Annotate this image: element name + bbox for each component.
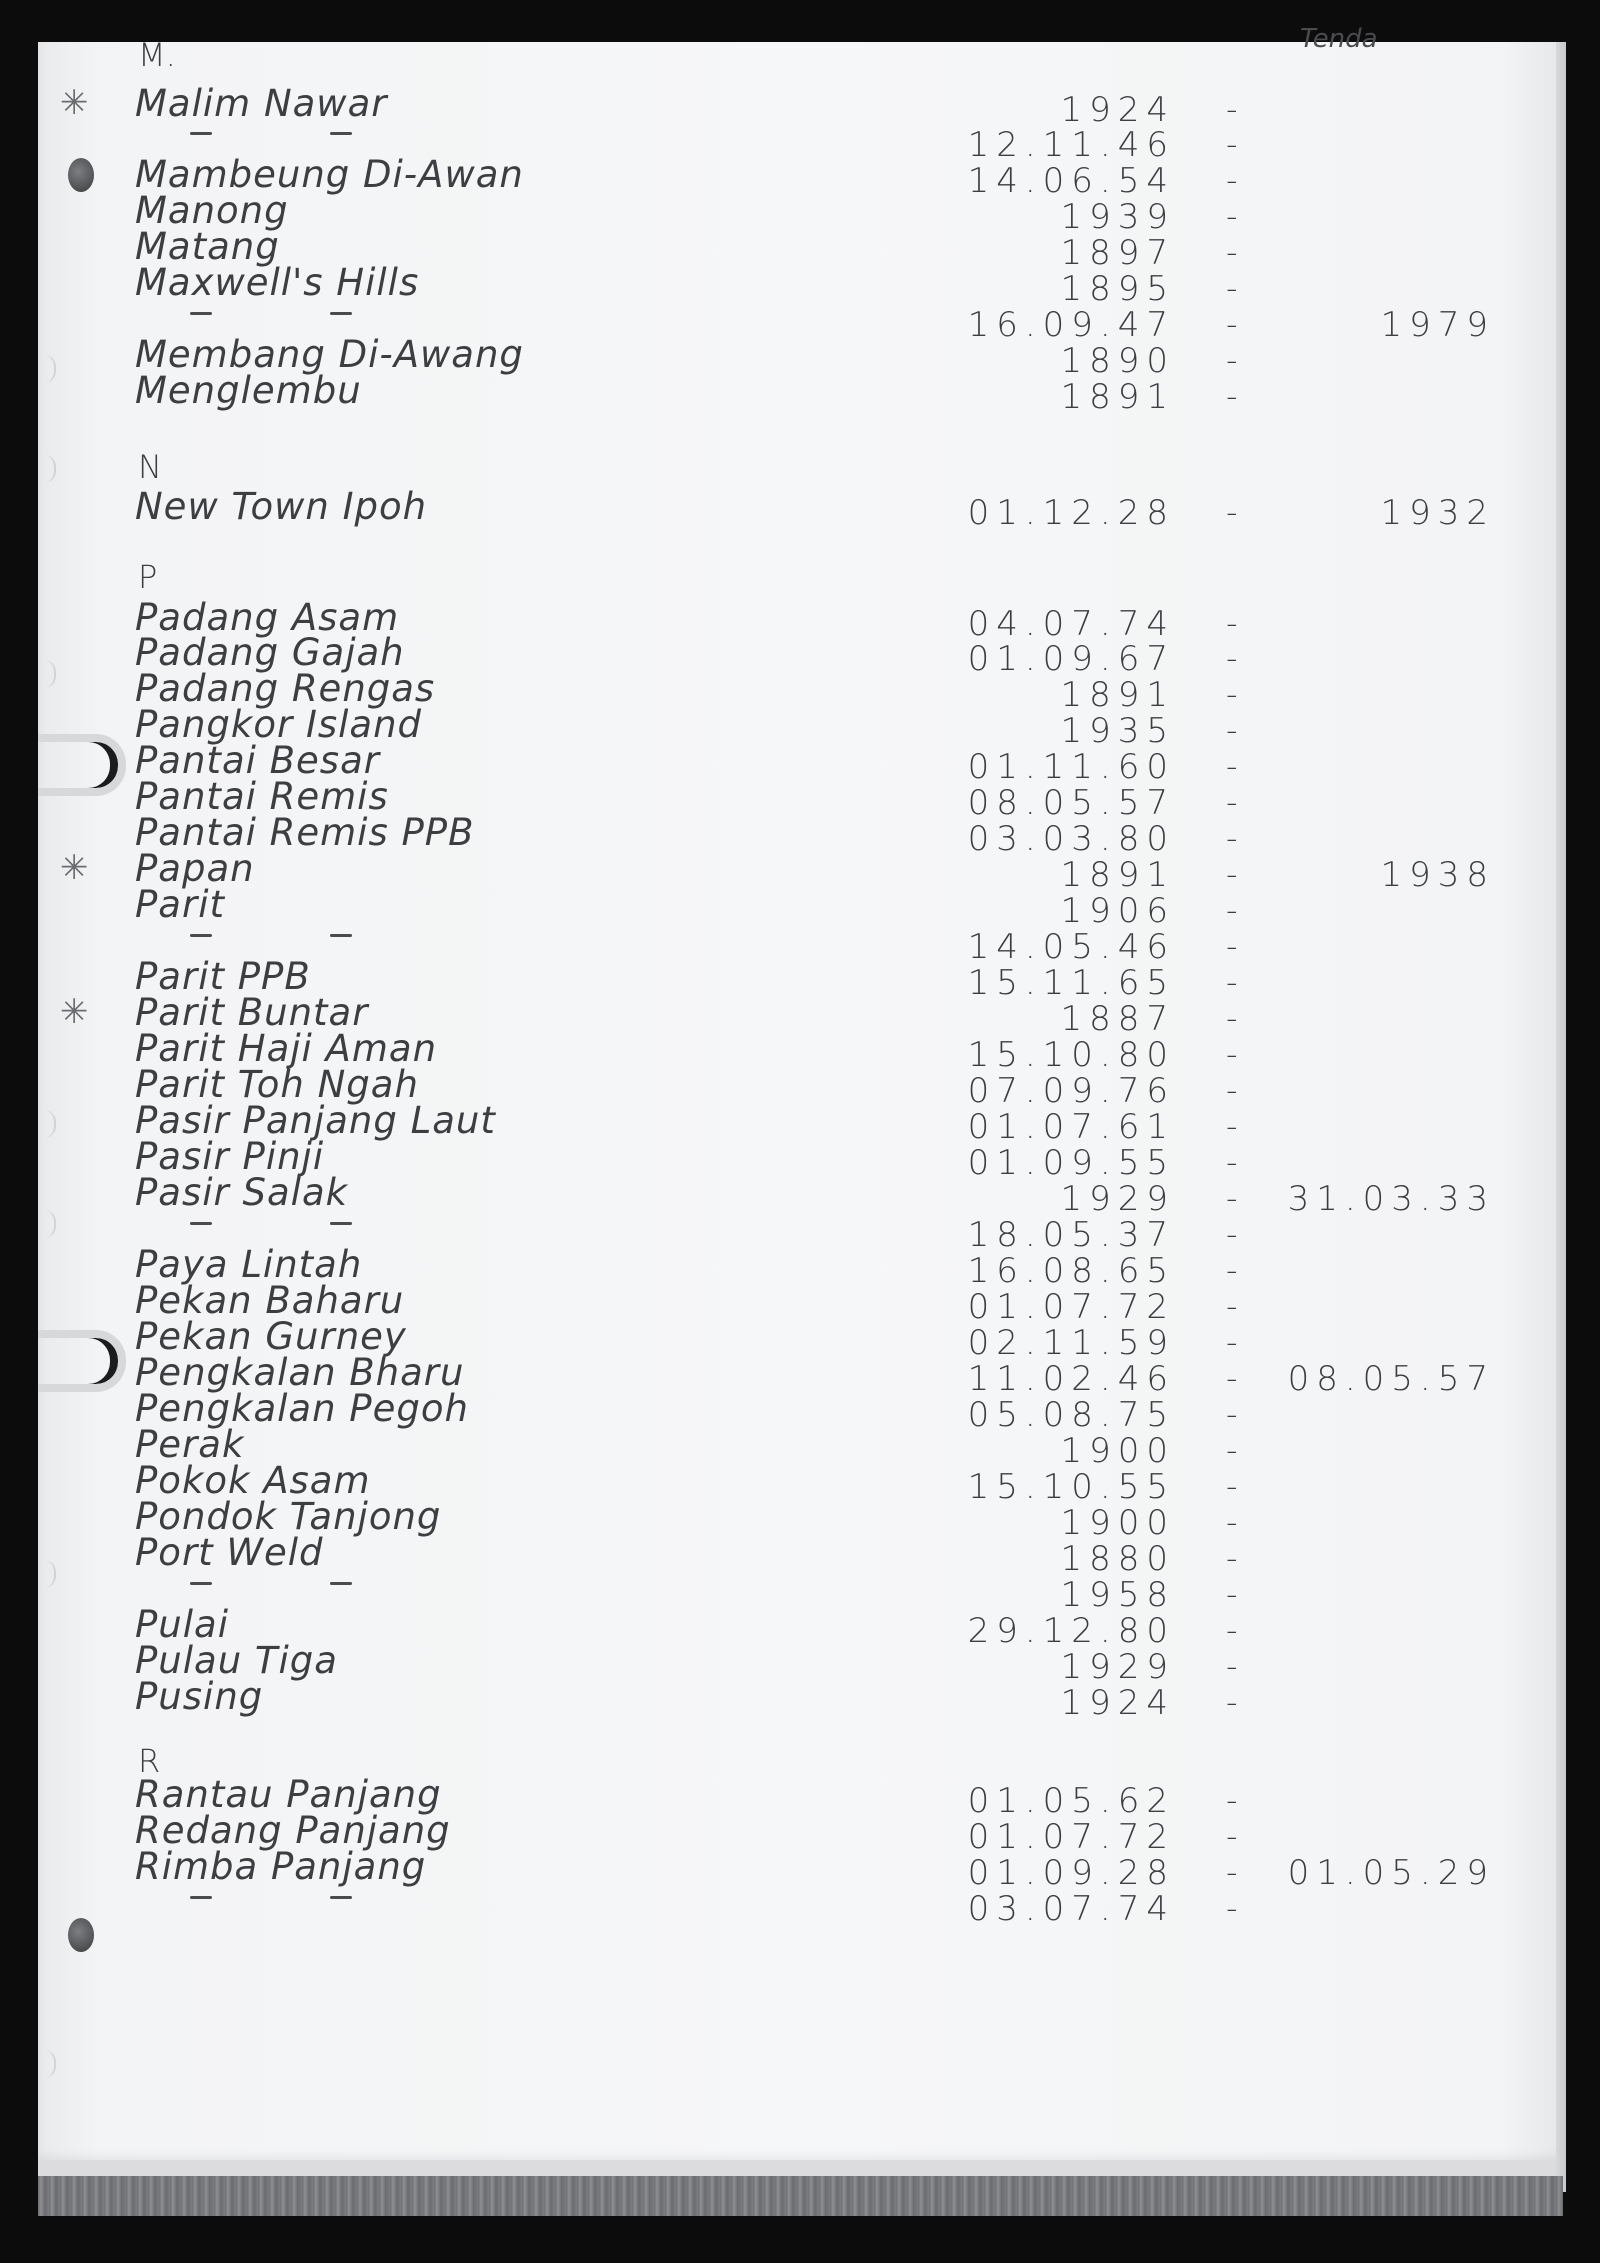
office-name: Maxwell's Hills [135, 261, 420, 304]
ditto-mark [330, 1896, 352, 1899]
office-name: Parit [135, 883, 225, 926]
ditto-mark [190, 934, 212, 937]
range-dash: - [1226, 161, 1238, 199]
closing-date: 08.05.57 [1287, 1359, 1495, 1399]
range-dash: - [1226, 999, 1238, 1037]
asterisk-mark: ✳ [60, 992, 89, 1032]
office-name: Rantau Panjang [135, 1773, 442, 1816]
office-name: Pengkalan Pegoh [135, 1387, 469, 1430]
section-letter: N [138, 448, 162, 486]
range-dash: - [1226, 1889, 1238, 1927]
opening-date: 1897 [1060, 233, 1175, 273]
ditto-mark [330, 1582, 352, 1585]
range-dash: - [1226, 1503, 1238, 1541]
office-name: Perak [135, 1423, 245, 1466]
office-name: Papan [135, 847, 255, 890]
opening-date: 05.08.75 [967, 1395, 1175, 1435]
office-name: Pantai Besar [135, 739, 380, 782]
opening-date: 01.05.62 [967, 1781, 1175, 1821]
range-dash: - [1226, 269, 1238, 307]
office-name: Pulai [135, 1603, 229, 1646]
office-name: Padang Asam [135, 596, 400, 639]
office-name: Parit Haji Aman [135, 1027, 438, 1070]
opening-date: 16.08.65 [967, 1251, 1175, 1291]
opening-date: 02.11.59 [967, 1323, 1175, 1363]
range-dash: - [1226, 1287, 1238, 1325]
opening-date: 1891 [1060, 675, 1175, 715]
punch-hole [68, 158, 94, 192]
opening-date: 14.06.54 [967, 161, 1175, 201]
range-dash: - [1226, 1179, 1238, 1217]
range-dash: - [1226, 1215, 1238, 1253]
opening-date: 01.09.55 [967, 1143, 1175, 1183]
opening-date: 12.11.46 [967, 125, 1175, 165]
ditto-mark [190, 1896, 212, 1899]
range-dash: - [1226, 1107, 1238, 1145]
opening-date: 1929 [1060, 1647, 1175, 1687]
office-name: New Town Ipoh [135, 485, 428, 528]
office-name: Parit PPB [135, 955, 311, 998]
opening-date: 01.09.67 [967, 639, 1175, 679]
opening-date: 1880 [1060, 1539, 1175, 1579]
office-name: Menglembu [135, 369, 362, 412]
opening-date: 1900 [1060, 1431, 1175, 1471]
range-dash: - [1226, 1575, 1238, 1613]
ditto-mark [190, 132, 212, 135]
opening-date: 14.05.46 [967, 927, 1175, 967]
punch-hole [68, 1918, 94, 1952]
opening-date: 15.11.65 [967, 963, 1175, 1003]
office-name: Pulau Tiga [135, 1639, 338, 1682]
opening-date: 1900 [1060, 1503, 1175, 1543]
range-dash: - [1226, 1647, 1238, 1685]
opening-date: 16.09.47 [967, 305, 1175, 345]
office-name: Pusing [135, 1675, 264, 1718]
opening-date: 15.10.80 [967, 1035, 1175, 1075]
ditto-mark [190, 312, 212, 315]
range-dash: - [1226, 927, 1238, 965]
range-dash: - [1226, 1359, 1238, 1397]
opening-date: 1890 [1060, 341, 1175, 381]
range-dash: - [1226, 493, 1238, 531]
range-dash: - [1226, 1611, 1238, 1649]
opening-date: 01.12.28 [967, 493, 1175, 533]
opening-date: 1929 [1060, 1179, 1175, 1219]
office-name: Pantai Remis [135, 775, 389, 818]
asterisk-mark: ✳ [60, 83, 89, 123]
opening-date: 1887 [1060, 999, 1175, 1039]
binder-ring [38, 734, 126, 796]
ditto-mark [330, 934, 352, 937]
closing-date: 01.05.29 [1287, 1853, 1495, 1893]
office-name: Pondok Tanjong [135, 1495, 442, 1538]
office-name: Padang Rengas [135, 667, 436, 710]
range-dash: - [1226, 783, 1238, 821]
office-name: Pekan Baharu [135, 1279, 405, 1322]
opening-date: 1895 [1060, 269, 1175, 309]
range-dash: - [1226, 1143, 1238, 1181]
opening-date: 1924 [1060, 1683, 1175, 1723]
opening-date: 1935 [1060, 711, 1175, 751]
ditto-mark [330, 312, 352, 315]
range-dash: - [1226, 1683, 1238, 1721]
range-dash: - [1226, 1035, 1238, 1073]
range-dash: - [1226, 747, 1238, 785]
corner-note: Tenda [1300, 24, 1378, 50]
binder-bottom-band [38, 2176, 1563, 2216]
closing-date: 1932 [1380, 493, 1495, 533]
range-dash: - [1226, 1323, 1238, 1361]
office-name: Pantai Remis PPB [135, 811, 475, 854]
range-dash: - [1226, 305, 1238, 343]
opening-date: 1958 [1060, 1575, 1175, 1615]
office-name: Redang Panjang [135, 1809, 451, 1852]
office-name: Pekan Gurney [135, 1315, 407, 1358]
range-dash: - [1226, 891, 1238, 929]
ditto-mark [330, 132, 352, 135]
binder-ring [38, 1330, 126, 1392]
office-name: Parit Toh Ngah [135, 1063, 419, 1106]
opening-date: 29.12.80 [967, 1611, 1175, 1651]
opening-date: 1891 [1060, 855, 1175, 895]
range-dash: - [1226, 377, 1238, 415]
office-name: Rimba Panjang [135, 1845, 427, 1888]
range-dash: - [1226, 855, 1238, 893]
range-dash: - [1226, 1431, 1238, 1469]
office-name: Pasir Pinji [135, 1135, 325, 1178]
office-name: Pasir Salak [135, 1171, 349, 1214]
range-dash: - [1226, 963, 1238, 1001]
range-dash: - [1226, 1539, 1238, 1577]
office-name: Parit Buntar [135, 991, 369, 1034]
office-name: Pokok Asam [135, 1459, 371, 1502]
opening-date: 15.10.55 [967, 1467, 1175, 1507]
range-dash: - [1226, 604, 1238, 642]
opening-date: 08.05.57 [967, 783, 1175, 823]
opening-date: 1891 [1060, 377, 1175, 417]
opening-date: 18.05.37 [967, 1215, 1175, 1255]
opening-date: 01.07.61 [967, 1107, 1175, 1147]
range-dash: - [1226, 1817, 1238, 1855]
section-letter: R [138, 1742, 161, 1780]
section-letter: M. [138, 36, 176, 74]
range-dash: - [1226, 1071, 1238, 1109]
office-name: Pasir Panjang Laut [135, 1099, 496, 1142]
opening-date: 1939 [1060, 197, 1175, 237]
ditto-mark [190, 1582, 212, 1585]
office-name: Malim Nawar [135, 82, 388, 125]
opening-date: 03.07.74 [967, 1889, 1175, 1929]
closing-date: 1979 [1380, 305, 1495, 345]
range-dash: - [1226, 711, 1238, 749]
ditto-mark [190, 1222, 212, 1225]
office-name: Membang Di-Awang [135, 333, 524, 376]
office-name: Port Weld [135, 1531, 324, 1574]
range-dash: - [1226, 1853, 1238, 1891]
range-dash: - [1226, 233, 1238, 271]
range-dash: - [1226, 125, 1238, 163]
range-dash: - [1226, 639, 1238, 677]
opening-date: 1906 [1060, 891, 1175, 931]
page-stack-side [1556, 42, 1566, 2192]
office-name: Manong [135, 189, 289, 232]
range-dash: - [1226, 90, 1238, 128]
asterisk-mark: ✳ [60, 848, 89, 888]
range-dash: - [1226, 1395, 1238, 1433]
closing-date: 1938 [1380, 855, 1495, 895]
opening-date: 11.02.46 [967, 1359, 1175, 1399]
range-dash: - [1226, 819, 1238, 857]
range-dash: - [1226, 341, 1238, 379]
office-name: Pangkor Island [135, 703, 423, 746]
opening-date: 01.07.72 [967, 1817, 1175, 1857]
opening-date: 03.03.80 [967, 819, 1175, 859]
closing-date: 31.03.33 [1287, 1179, 1495, 1219]
range-dash: - [1226, 675, 1238, 713]
opening-date: 01.11.60 [967, 747, 1175, 787]
opening-date: 01.07.72 [967, 1287, 1175, 1327]
office-name: Padang Gajah [135, 631, 405, 674]
section-letter: P [138, 558, 158, 596]
office-name: Pengkalan Bharu [135, 1351, 465, 1394]
range-dash: - [1226, 1781, 1238, 1819]
range-dash: - [1226, 1467, 1238, 1505]
office-name: Paya Lintah [135, 1243, 363, 1286]
range-dash: - [1226, 1251, 1238, 1289]
range-dash: - [1226, 197, 1238, 235]
opening-date: 1924 [1060, 90, 1175, 130]
opening-date: 07.09.76 [967, 1071, 1175, 1111]
opening-date: 01.09.28 [967, 1853, 1175, 1893]
opening-date: 04.07.74 [967, 604, 1175, 644]
office-name: Matang [135, 225, 280, 268]
ditto-mark [330, 1222, 352, 1225]
office-name: Mambeung Di-Awan [135, 153, 524, 196]
